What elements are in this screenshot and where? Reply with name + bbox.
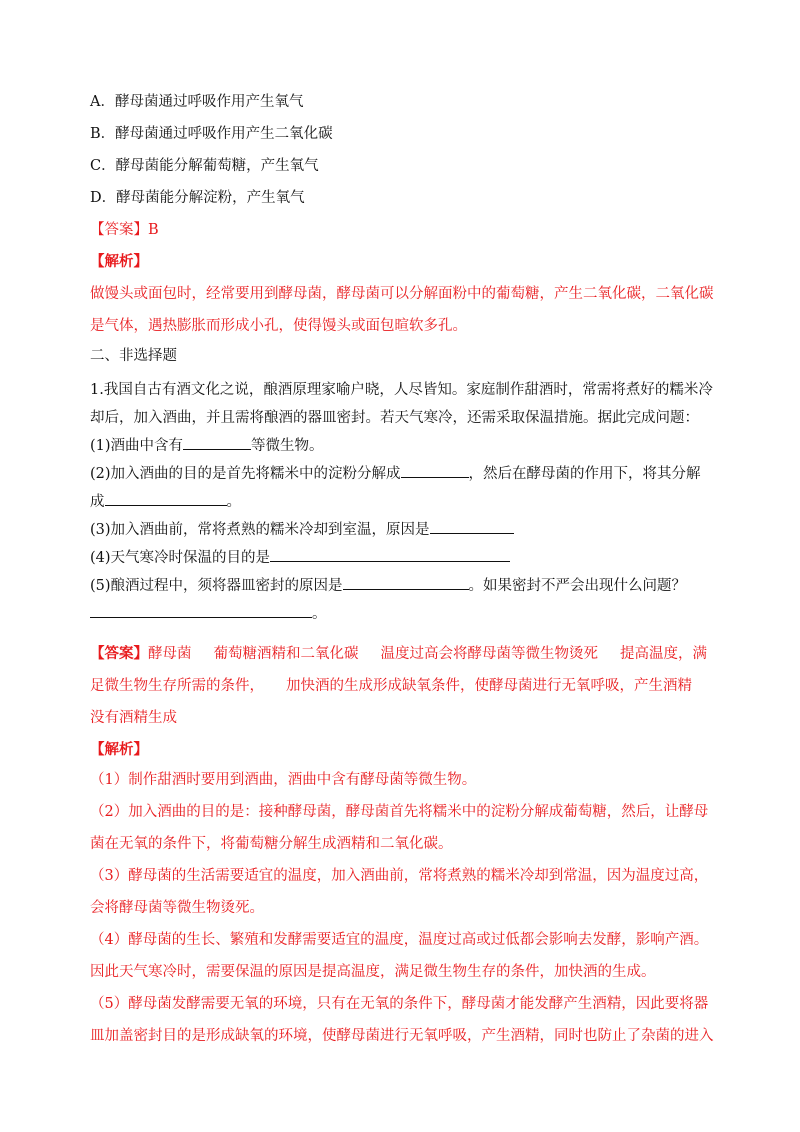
mc-analysis-text: 做馒头或面包时，经常要用到酵母菌，酵母菌可以分解面粉中的葡萄糖，产生二氧化碳，二氧化碳是气体，遇热膨胀而形成小孔，使得馒头或面包暄软多孔。 <box>90 286 714 334</box>
sub-question-2 <box>90 460 714 488</box>
sub-question-4 <box>90 544 714 572</box>
answer-4-part1: 提高温度，满 <box>620 646 707 662</box>
answer-2: 葡萄糖酒精和二氧化碳 <box>213 646 359 662</box>
answer-5-part2: 没有酒精生成 <box>90 710 177 726</box>
option-a: A．酵母菌通过呼吸作用产生氧气 <box>90 94 304 110</box>
document-page <box>90 92 714 1052</box>
q1-text-after: 等微生物。 <box>251 438 324 454</box>
answer-blank <box>90 603 312 618</box>
q3-text: (3)加入酒曲前，常将煮熟的糯米冷却到室温，原因是 <box>90 522 430 538</box>
answer-line-2 <box>90 670 714 702</box>
answer-line-1 <box>90 638 714 670</box>
sub-question-2-line2 <box>90 488 714 516</box>
q2-line2-after: 。 <box>226 494 241 510</box>
option-c: C．酵母菌能分解葡萄糖，产生氧气 <box>90 158 319 174</box>
analysis-p4: （4）酵母菌的生长、繁殖和发酵需要适宜的温度，温度过高或过低都会影响去发酵，影响产酒。因此天气寒冷时，需要保温的原因是提高温度，满足微生物生存的条件，加快酒的生成。 <box>90 932 709 980</box>
answer-blank <box>430 519 514 534</box>
sub-question-1 <box>90 432 714 460</box>
mc-answer <box>90 220 714 240</box>
mc-answer-value: B <box>148 222 159 238</box>
option-d: D．酵母菌能分解淀粉，产生氧气 <box>90 190 305 206</box>
q1-text-before: (1)酒曲中含有 <box>90 438 184 454</box>
answer-5-part1: 加快酒的生成形成缺氧条件，使酵母菌进行无氧呼吸，产生酒精 <box>286 678 692 694</box>
q5-text-before: (5)酿酒过程中，须将器皿密封的原因是 <box>90 578 343 594</box>
analysis-label: 【解析】 <box>90 741 148 758</box>
option-b: B．酵母菌通过呼吸作用产生二氧化碳 <box>90 126 333 142</box>
q5-text-after: 。如果密封不严会出现什么问题？ <box>468 578 687 594</box>
sub-question-3 <box>90 516 714 544</box>
q2-text-before: (2)加入酒曲的目的是首先将糯米中的淀粉分解成 <box>90 466 401 482</box>
q5-line2-after: 。 <box>312 606 327 622</box>
answer-4-part2: 足微生物生存所需的条件， <box>90 678 264 694</box>
mc-analysis-label: 【解析】 <box>90 253 148 270</box>
mc-answer-label: 【答案】 <box>90 222 148 238</box>
answer-blank <box>183 435 251 450</box>
answer-line-3 <box>90 702 714 734</box>
q2-line2-before: 成 <box>90 494 105 510</box>
answer-label: 【答案】 <box>90 645 148 662</box>
answer-blank <box>270 547 510 562</box>
sub-question-5-line2 <box>90 600 714 628</box>
answer-blank <box>105 491 227 506</box>
analysis-p1: （1）制作甜酒时要用到酒曲，酒曲中含有酵母菌等微生物。 <box>90 772 477 788</box>
section-title: 二、非选择题 <box>90 348 177 364</box>
analysis-p3: （3）酵母菌的生活需要适宜的温度，加入酒曲前，常将煮熟的糯米冷却到常温，因为温度过高，会将酵母菌等微生物烫死。 <box>90 868 709 916</box>
answer-blank <box>343 575 469 590</box>
q2-text-mid: ，然后在酵母菌的作用下，将其分解 <box>468 466 701 482</box>
q4-text: (4)天气寒冷时保温的目的是 <box>90 550 271 566</box>
answer-1: 酵母菌 <box>148 646 192 662</box>
answer-3: 温度过高会将酵母菌等微生物烫死 <box>380 646 598 662</box>
sub-question-5 <box>90 572 714 600</box>
question-stem: 1.我国自古有酒文化之说，酿酒原理家喻户晓，人尽皆知。家庭制作甜酒时，常需将煮好的糯米冷却后，加入酒曲，并且需将酿酒的器皿密封。若天气寒冷，还需采取保温措施。据此完成问题： <box>90 382 713 426</box>
answer-blank <box>401 463 469 478</box>
analysis-p2: （2）加入酒曲的目的是：接种酵母菌，酵母菌首先将糯米中的淀粉分解成葡萄糖，然后，让酵母菌在无氧的条件下，将葡萄糖分解生成酒精和二氧化碳。 <box>90 804 709 852</box>
analysis-p5: （5）酵母菌发酵需要无氧的环境，只有在无氧的条件下，酵母菌才能发酵产生酒精，因此要将器皿加盖密封目的是形成缺氧的环境，使酵母菌进行无氧呼吸，产生酒精，同时也防止了杂菌的进入 <box>90 996 714 1044</box>
